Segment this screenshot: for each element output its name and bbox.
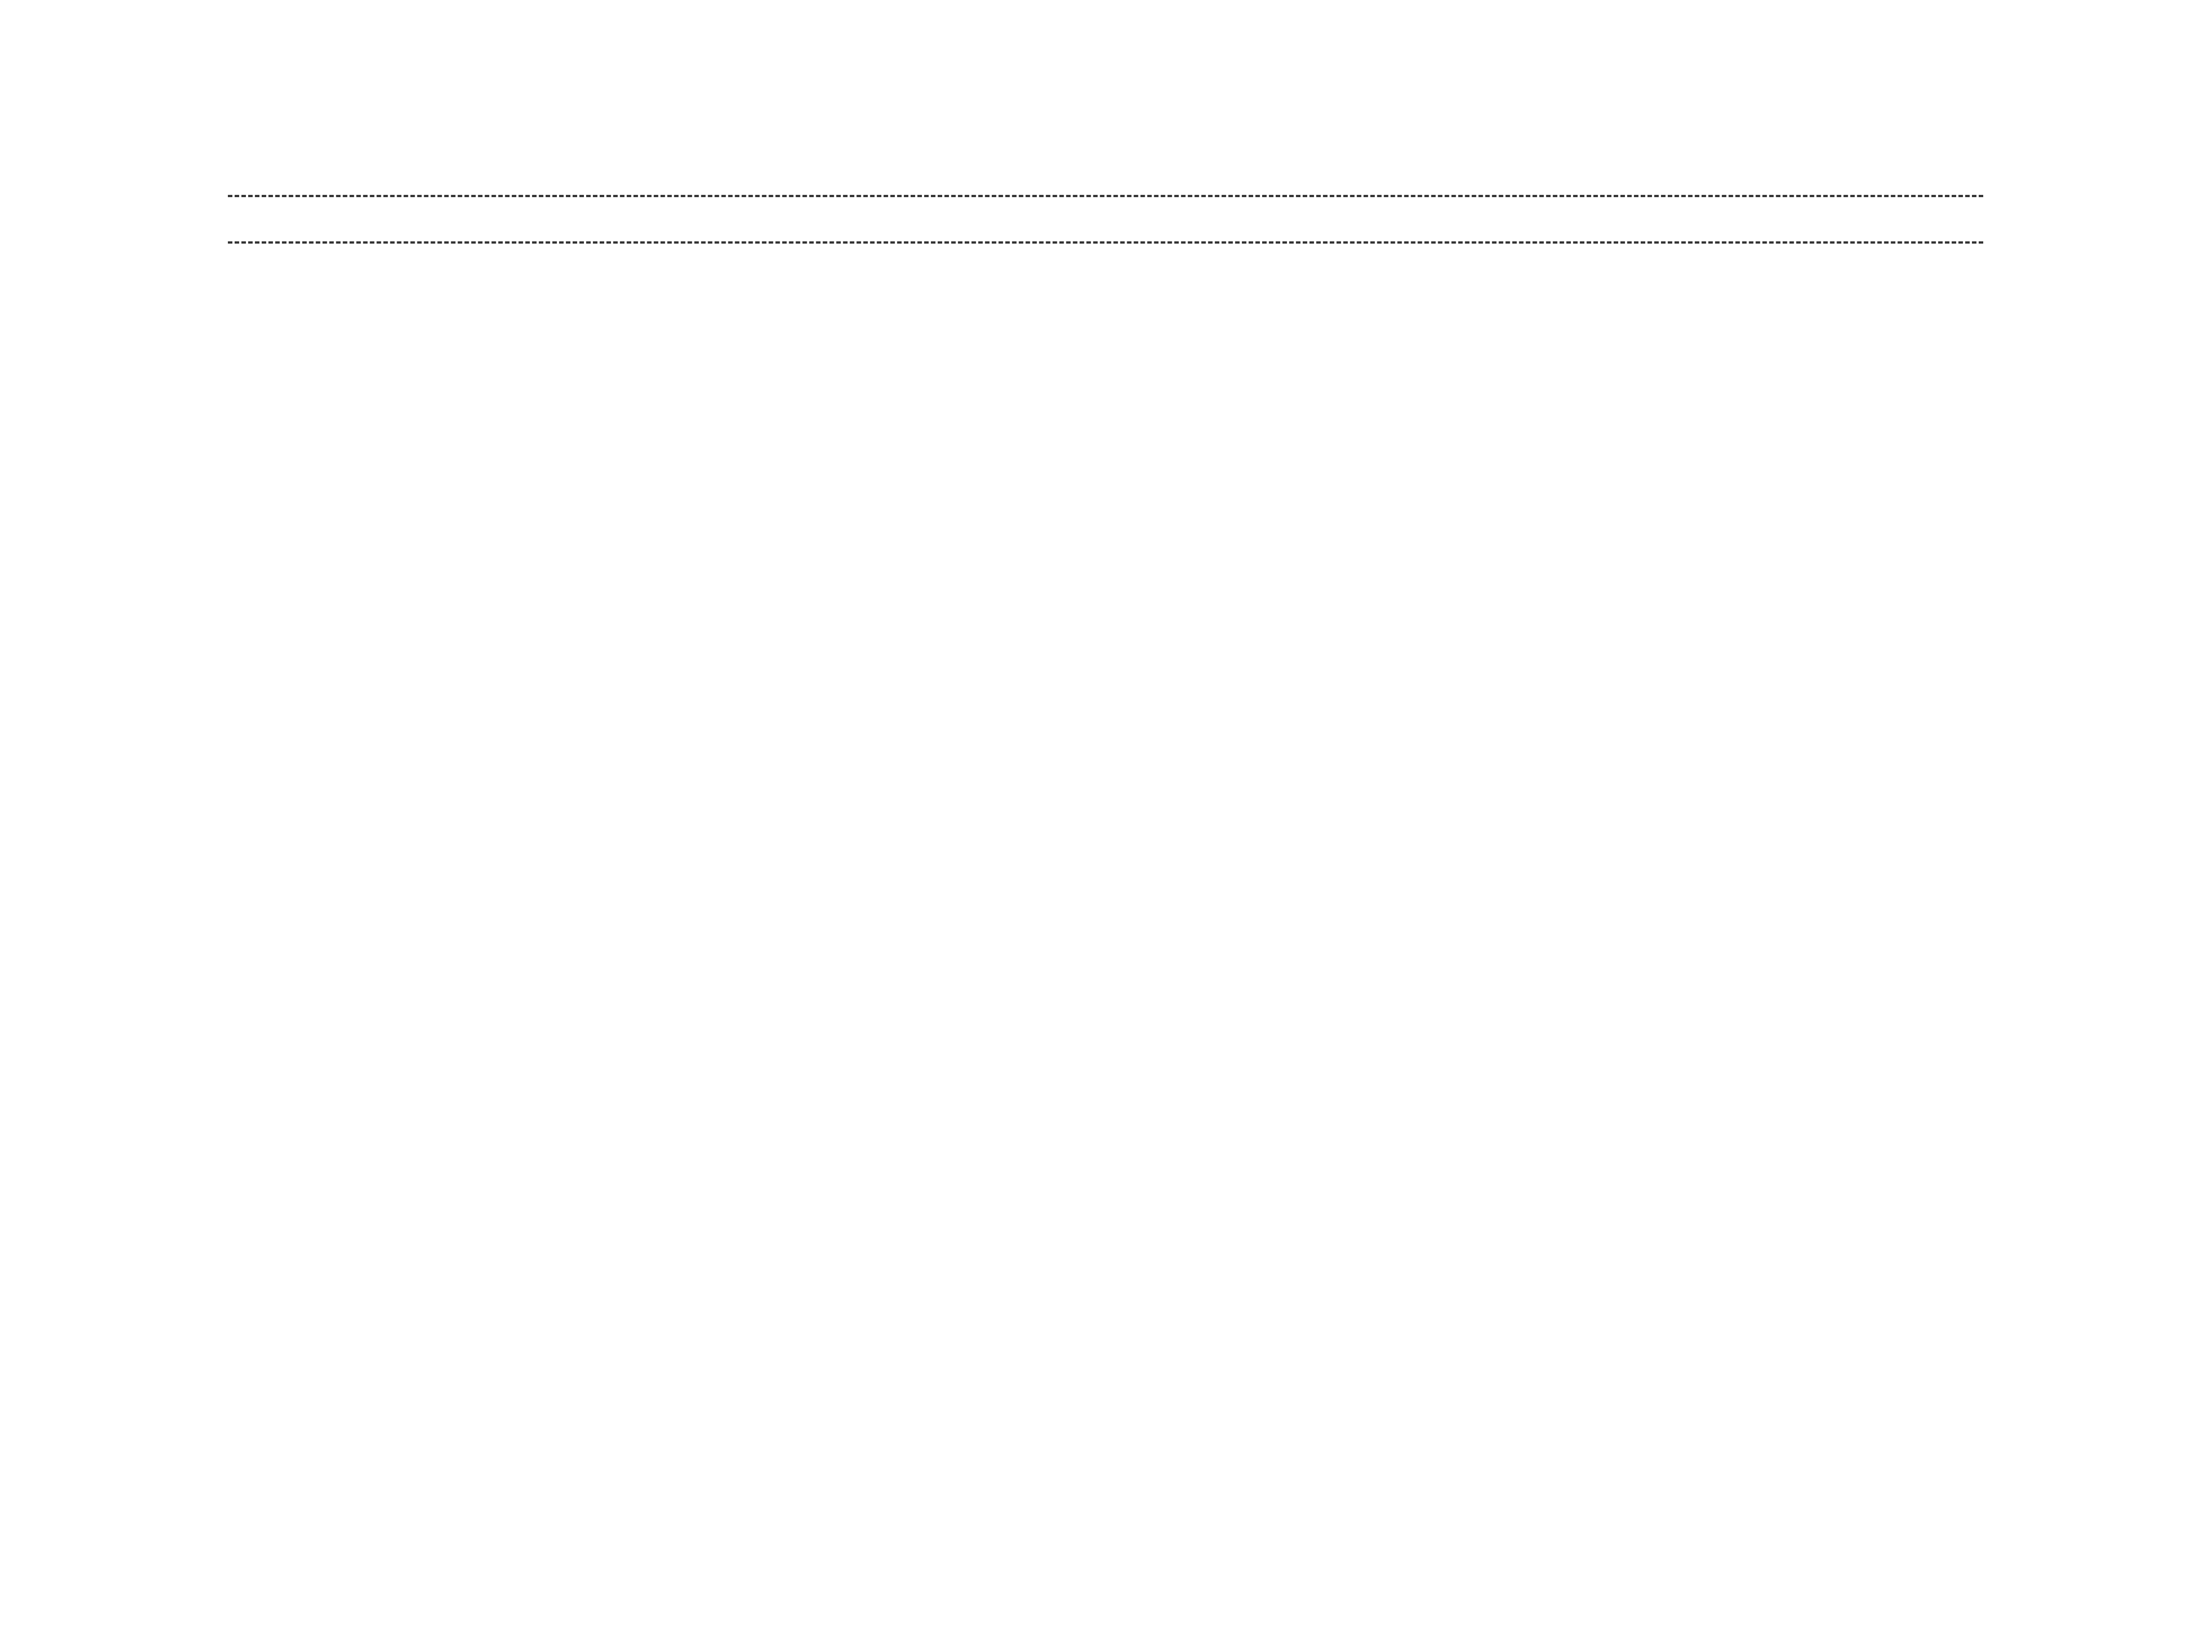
table-header-rule xyxy=(228,241,1983,244)
table-top-rule xyxy=(228,195,1983,197)
